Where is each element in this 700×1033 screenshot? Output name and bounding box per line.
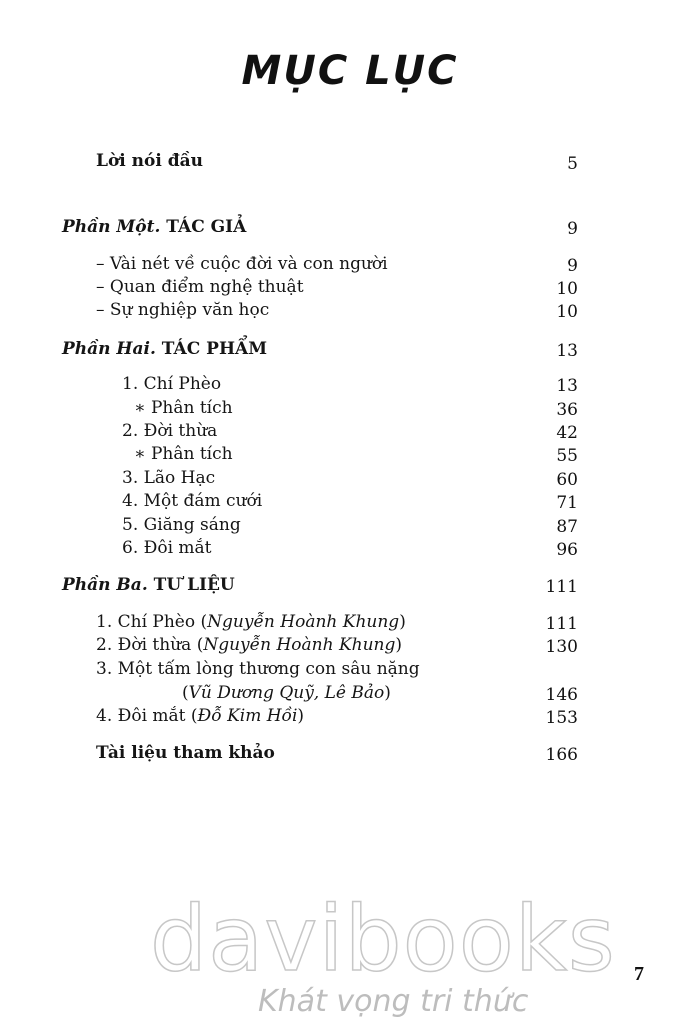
entry-page: 71	[556, 493, 578, 513]
toc-entry	[122, 537, 212, 559]
toc-part-three	[62, 574, 235, 596]
entry-page: 96	[556, 540, 578, 560]
entry-label: 1. Chí Phèo (	[96, 612, 208, 632]
entry-label: 6. Đôi mắt	[122, 538, 212, 558]
entry-label: 3. Một tấm lòng thương con sâu nặng	[96, 659, 420, 679]
part-label: TÁC PHẨM	[155, 339, 268, 359]
entry-label: ∗ Phân tích	[134, 444, 233, 464]
entry-paren: )	[395, 635, 403, 655]
entry-label: 4. Đôi mắt (	[96, 706, 198, 726]
entry-page: 13	[556, 376, 578, 396]
entry-page: 36	[556, 400, 578, 420]
toc-entry	[96, 299, 269, 321]
entry-page: 130	[545, 637, 578, 657]
entry-label: 3. Lão Hạc	[122, 468, 216, 488]
part-lead: Phần Hai.	[62, 339, 156, 359]
toc-entry	[122, 467, 215, 489]
toc-entry-references	[96, 742, 275, 764]
entry-author: Nguyễn Hoành Khung	[203, 635, 396, 655]
watermark-slogan: Khát vọng tri thức	[258, 984, 529, 1019]
entry-label: 2. Đời thừa (	[96, 635, 204, 655]
toc-entry	[122, 420, 217, 442]
entry-page: 42	[556, 423, 578, 443]
entry-label: 5. Giăng sáng	[122, 515, 241, 535]
part-lead: Phần Ba.	[62, 575, 148, 595]
entry-page: 146	[545, 685, 578, 705]
page-title: MỤC LỤC	[241, 48, 459, 94]
toc-entry	[96, 276, 304, 298]
entry-page: 9	[567, 219, 578, 239]
toc-entry	[96, 634, 402, 656]
toc-entry	[96, 658, 420, 680]
toc-entry	[122, 490, 262, 512]
page-number: 7	[634, 963, 644, 985]
toc-entry	[134, 397, 233, 419]
entry-page: 111	[545, 614, 578, 634]
entry-page: 10	[556, 302, 578, 322]
entry-paren: )	[297, 706, 305, 726]
toc-part-two	[62, 338, 267, 360]
entry-author: Vũ Dương Quỹ, Lê Bảo	[188, 683, 385, 703]
entry-author: Nguyễn Hoành Khung	[207, 612, 400, 632]
entry-label: 1. Chí Phèo	[122, 374, 222, 394]
entry-paren: )	[399, 612, 406, 632]
entry-page: 55	[556, 446, 578, 466]
entry-page: 5	[567, 154, 578, 174]
entry-paren: )	[384, 683, 391, 703]
entry-page: 153	[545, 708, 578, 728]
entry-label: Lời nói đầu	[96, 151, 204, 171]
toc-part-one	[62, 216, 246, 238]
part-label: TÁC GIẢ	[160, 217, 247, 237]
entry-paren: (	[182, 683, 189, 703]
entry-label: – Sự nghiệp văn học	[96, 300, 270, 320]
toc-entry	[122, 514, 241, 536]
toc-entry	[134, 443, 233, 465]
toc-entry-preface	[96, 150, 203, 172]
entry-page: 60	[556, 470, 578, 490]
watermark-brand: davibooks	[150, 887, 616, 992]
entry-page: 87	[556, 517, 578, 537]
toc-entry-continued	[182, 682, 391, 704]
entry-page: 10	[556, 279, 578, 299]
part-label: TƯ LIỆU	[147, 575, 235, 595]
entry-page: 111	[545, 577, 578, 597]
entry-author: Đỗ Kim Hồi	[197, 706, 298, 726]
entry-page: 13	[556, 341, 578, 361]
entry-page: 166	[545, 745, 578, 765]
entry-page: 9	[567, 256, 578, 276]
entry-label: Tài liệu tham khảo	[96, 743, 275, 763]
entry-label: – Quan điểm nghệ thuật	[96, 277, 304, 297]
part-lead: Phần Một.	[62, 217, 161, 237]
entry-label: ∗ Phân tích	[134, 398, 233, 418]
toc-entry	[122, 373, 221, 395]
toc-entry	[96, 611, 406, 633]
entry-label: – Vài nét về cuộc đời và con người	[96, 254, 388, 274]
toc-entry	[96, 705, 304, 727]
toc-entry	[96, 253, 388, 275]
entry-label: 2. Đời thừa	[122, 421, 218, 441]
entry-label: 4. Một đám cưới	[122, 491, 263, 511]
